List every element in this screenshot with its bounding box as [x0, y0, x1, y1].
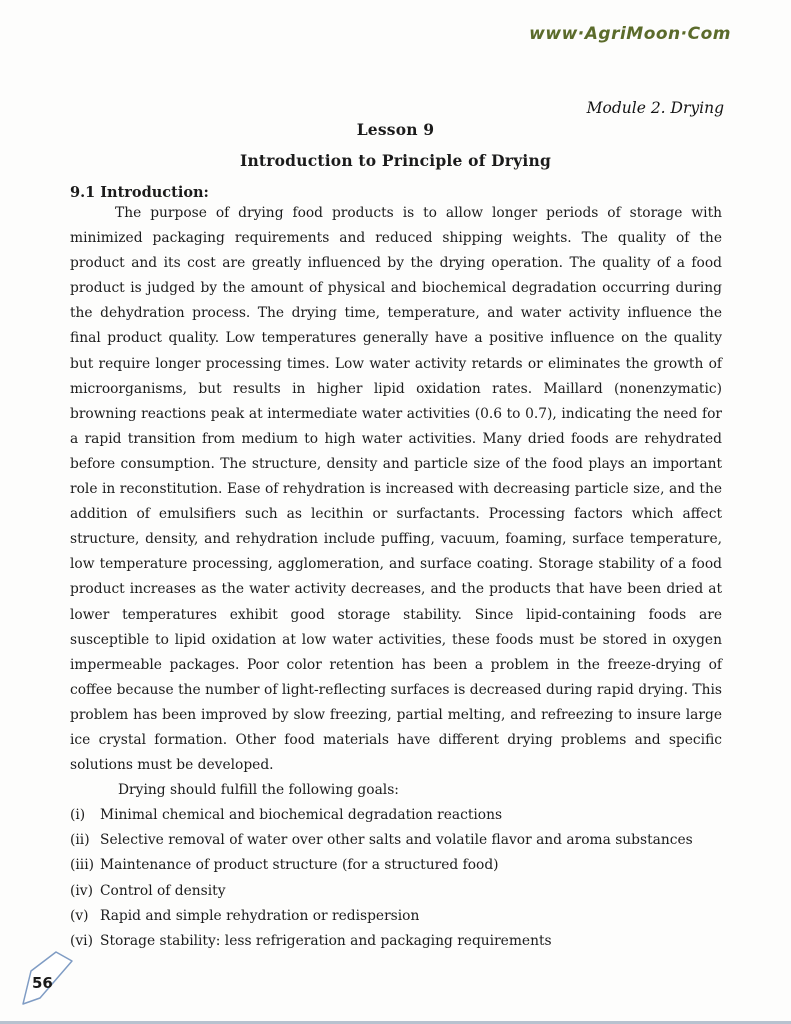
- goal-marker: (ii): [70, 832, 90, 849]
- watermark-text: www·AgriMoon·Com: [529, 24, 731, 44]
- goal-marker: (i): [70, 807, 86, 824]
- section-heading: 9.1 Introduction:: [70, 184, 209, 201]
- intro-paragraph: The purpose of drying food products is to allow longer periods of storage with minimized packaging requirements and reduced shipping weights. The quality of the product and its cost are greatly influenced by the drying operation. The quality of a food product is judged by the amount of physical and biochemical degradation occurring during the dehydration process. The drying time, temperature, and water activity influence the final product quality. Low temperatures generally have a positive influence on the quality but require longer processing times. Low water activity retards or eliminates the growth of microorganisms, but results in higher lipid oxidation rates. Maillard (nonenzymatic) browning reactions peak at intermediate water activities (0.6 to 0.7), indicating the need for a rapid transition from medium to high water activities. Many dried foods are rehydrated before consumption. The structure, density and particle size of the food plays an important role in reconstitution. Ease of rehydration is increased with decreasing particle size, and the addition of emulsifiers such as lecithin or surfactants. Processing factors which affect structure, density, and rehydration include puffing, vacuum, foaming, surface temperature, low temperature processing, agglomeration, and surface coating. Storage stability of a food product increases as the water activity decreases, and the products that have been dried at lower temperatures exhibit good storage stability. Since lipid-containing foods are susceptible to lipid oxidation at low water activities, these foods must be stored in oxygen impermeable packages. Poor color retention has been a problem in the freeze-drying of coffee because the number of light-reflecting surfaces is decreased during rapid drying. This problem has been improved by slow freezing, partial melting, and refreezing to insure large ice crystal formation. Other food materials have different drying problems and specific solutions must be developed.: [70, 205, 722, 774]
- goal-text: Control of density: [100, 882, 226, 899]
- goal-text: Maintenance of product structure (for a structured food): [100, 857, 499, 874]
- module-label: Module 2. Drying: [586, 99, 724, 117]
- goal-item: [70, 879, 722, 904]
- goal-item: [70, 803, 722, 828]
- page-number: 56: [32, 974, 53, 992]
- goal-text: Minimal chemical and biochemical degradation reactions: [100, 807, 503, 824]
- page-number-badge: [20, 948, 78, 1010]
- goal-item: [70, 929, 722, 954]
- goal-text: Storage stability: less refrigeration and packaging requirements: [100, 932, 552, 949]
- goal-text: Rapid and simple rehydration or redispersion: [100, 907, 420, 924]
- goal-marker: (vi): [70, 932, 93, 949]
- goal-marker: (iv): [70, 882, 93, 899]
- goal-item: [70, 853, 722, 878]
- goal-item: [70, 828, 722, 853]
- body-text-block: [70, 201, 722, 954]
- goal-marker: (v): [70, 907, 89, 924]
- goal-item: [70, 904, 722, 929]
- goal-text: Selective removal of water over other salts and volatile flavor and aroma substances: [100, 832, 693, 849]
- lesson-title: Lesson 9: [356, 120, 435, 139]
- document-title: Introduction to Principle of Drying: [240, 151, 551, 170]
- goals-intro: Drying should fulfill the following goals:: [118, 782, 399, 799]
- goal-marker: (iii): [70, 857, 95, 874]
